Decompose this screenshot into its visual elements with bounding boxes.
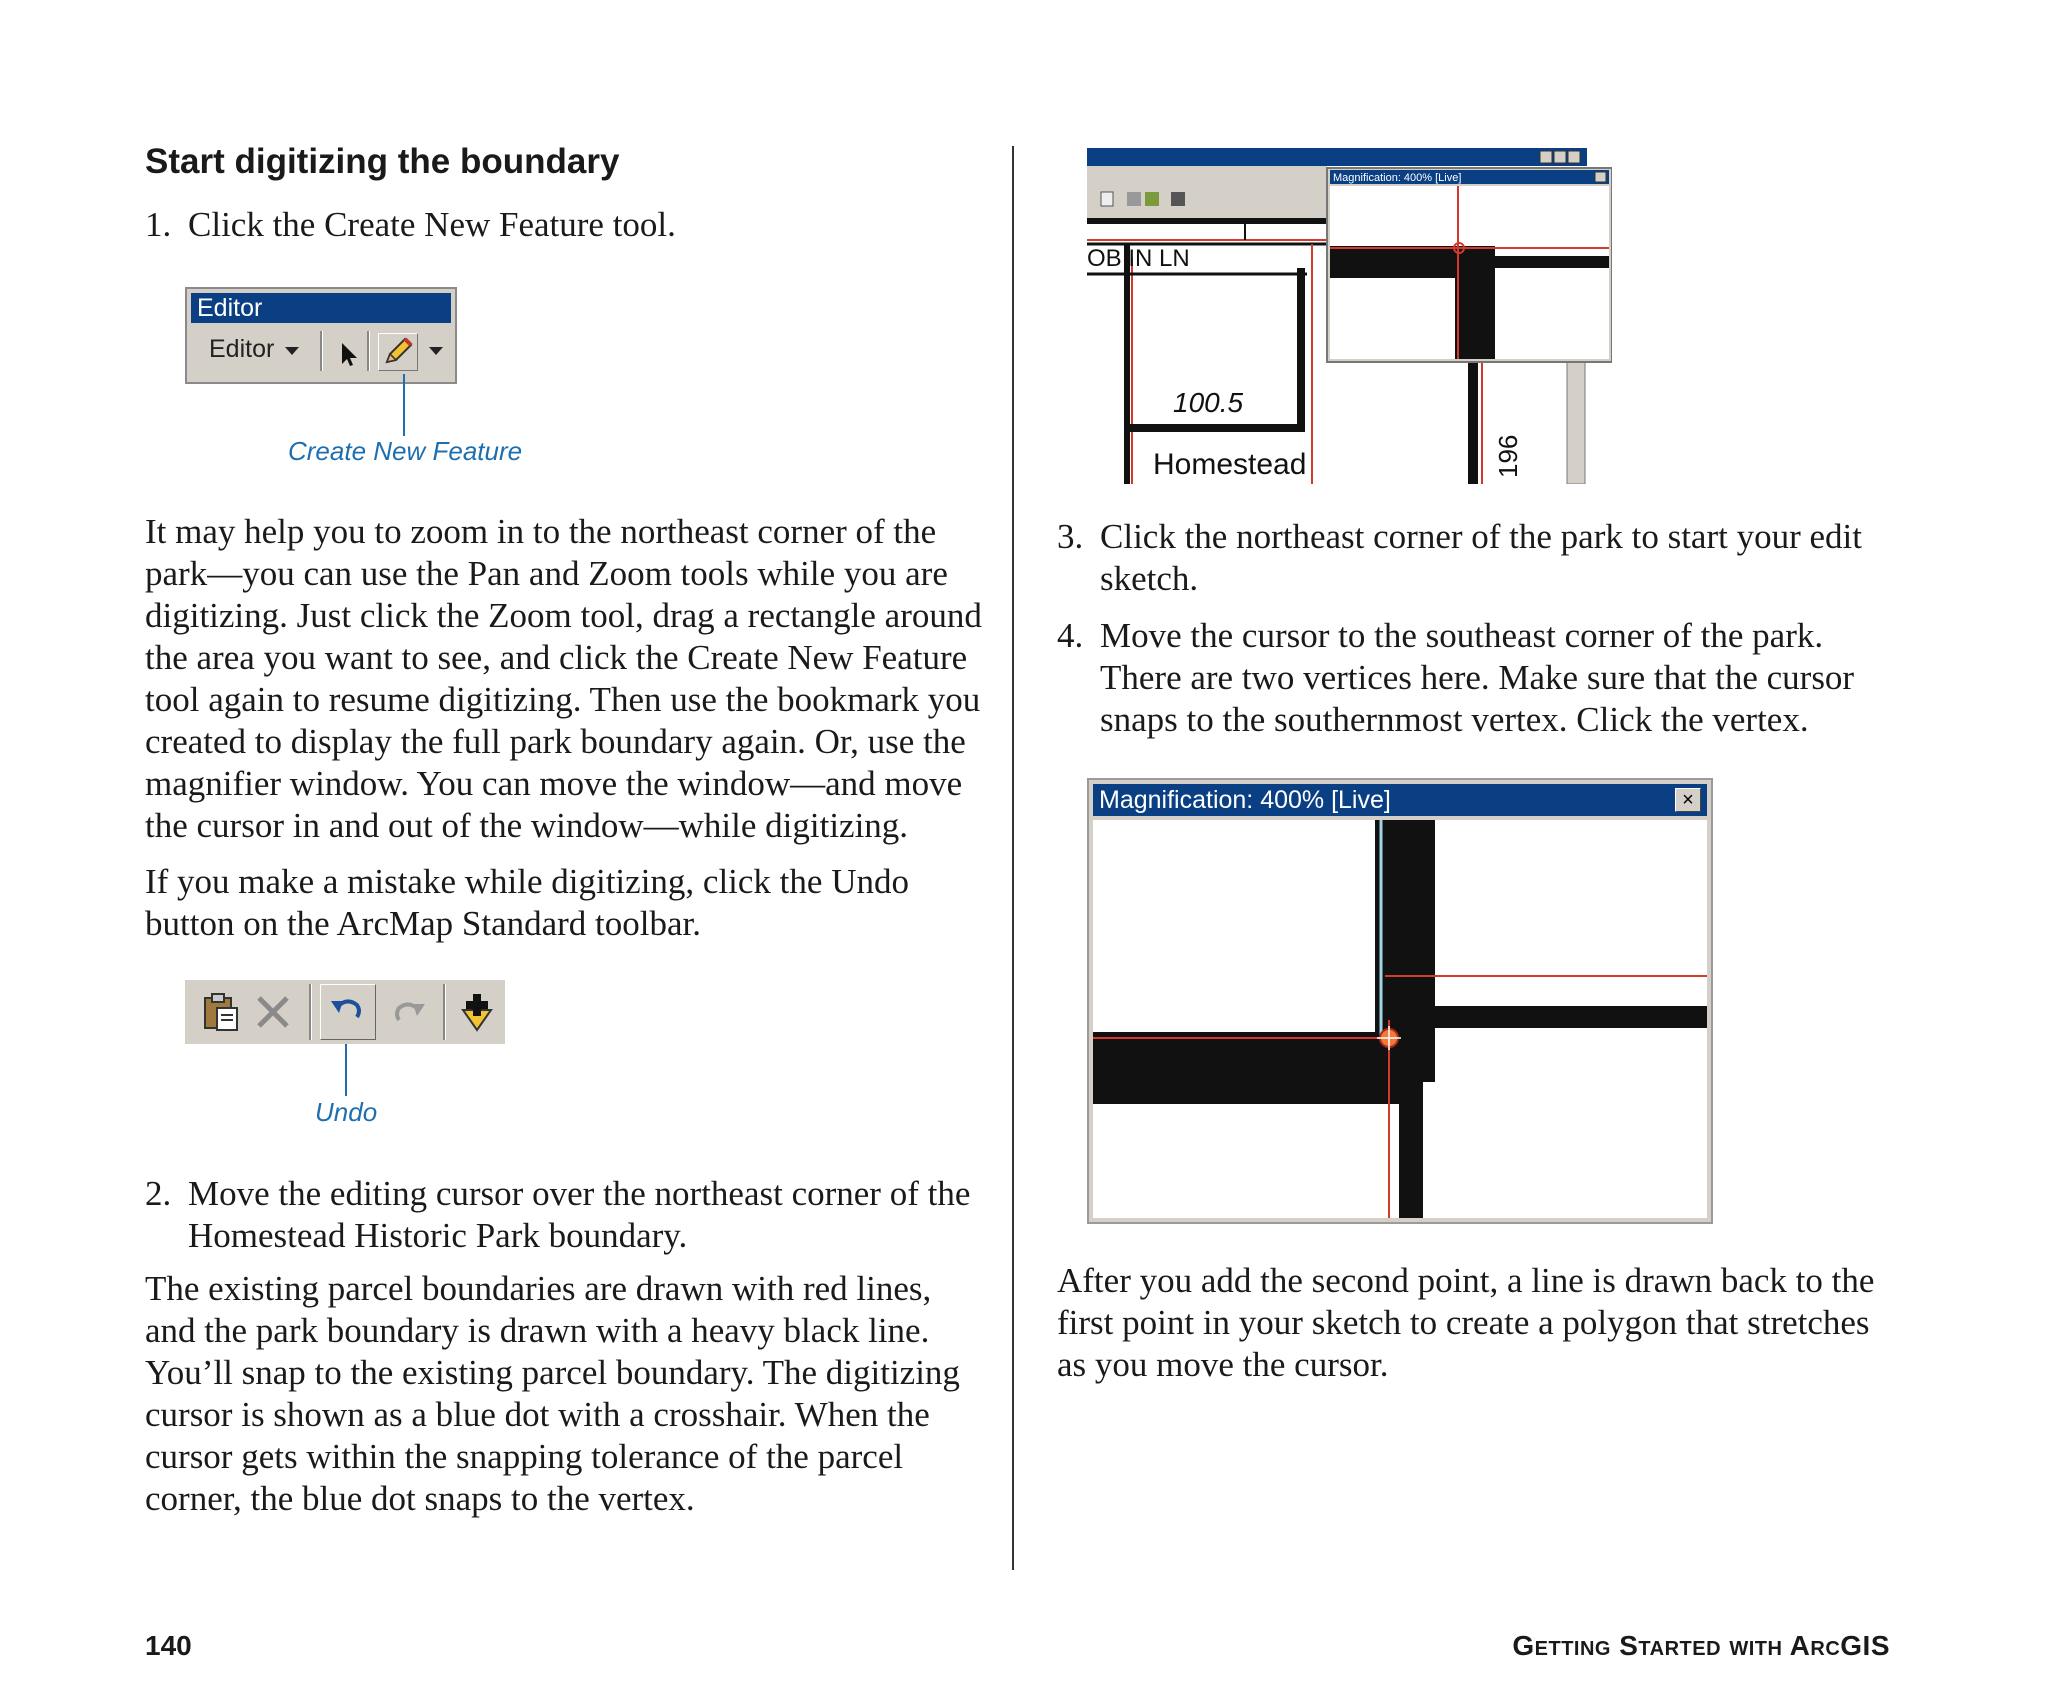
text-line: Move the editing cursor over the northeast corner of the: [188, 1174, 971, 1213]
text-line: tool again to resume digitizing. Then use the bookmark you: [145, 680, 981, 719]
step-text: [188, 1173, 970, 1257]
column-divider: [1012, 146, 1014, 1570]
step-2: [145, 1173, 1005, 1257]
text-line: Homestead Historic Park boundary.: [188, 1216, 688, 1255]
step-text: Click the Create New Feature tool.: [188, 205, 676, 244]
map-view: [1087, 148, 1612, 484]
magnifier-view: [1093, 820, 1707, 1218]
section-heading: Start digitizing the boundary: [145, 142, 620, 181]
step-number: 4.: [1057, 616, 1084, 655]
chevron-down-icon[interactable]: [429, 347, 443, 355]
step-number: 1.: [145, 205, 172, 244]
create-new-feature-callout: Create New Feature: [288, 436, 523, 466]
text-line: cursor is shown as a blue dot with a crosshair. When the: [145, 1395, 930, 1434]
zoom-paragraph: [145, 511, 1005, 847]
undo-button[interactable]: [320, 984, 376, 1040]
running-footer-title: Getting Started with ArcGIS: [1512, 1630, 1890, 1661]
add-data-icon[interactable]: [453, 988, 501, 1036]
text-line: park—you can use the Pan and Zoom tools while you are: [145, 554, 948, 593]
step-number: 2.: [145, 1174, 172, 1213]
standard-toolbar: [185, 980, 505, 1044]
text-line: and the park boundary is drawn with a heavy black line.: [145, 1311, 930, 1350]
step-text: [1100, 615, 1854, 741]
text-line: magnifier window. You can move the window—and move: [145, 764, 963, 803]
elevation-label: 100.5: [1173, 387, 1244, 418]
after-paragraph: [1057, 1260, 2007, 1386]
small-magnifier-title: Magnification: 400% [Live]: [1333, 172, 1462, 184]
text-line: sketch.: [1100, 559, 1199, 598]
undo-paragraph: [145, 861, 1005, 945]
text-line: as you move the cursor.: [1057, 1345, 1389, 1384]
text-line: There are two vertices here. Make sure that the cursor: [1100, 658, 1855, 697]
text-line: cursor gets within the snapping tolerance of the parcel: [145, 1437, 904, 1476]
edit-tool-arrow-icon[interactable]: [339, 341, 359, 367]
text-line: corner, the blue dot snaps to the vertex.: [145, 1479, 695, 1518]
text-line: The existing parcel boundaries are drawn with red lines,: [145, 1269, 932, 1308]
undo-icon: [321, 985, 375, 1039]
text-line: the cursor in and out of the window—while digitizing.: [145, 806, 909, 845]
undo-callout: Undo: [315, 1097, 378, 1127]
text-line: snaps to the southernmost vertex. Click the vertex.: [1100, 700, 1809, 739]
magnifier-title: Magnification: 400% [Live]: [1093, 784, 1707, 816]
page-number: 140: [145, 1630, 192, 1661]
toolbar-separator: [367, 331, 370, 371]
callout-leader: [345, 1044, 347, 1096]
callout-leader: [403, 374, 405, 436]
create-new-feature-button[interactable]: [378, 333, 418, 371]
text-line: button on the ArcMap Standard toolbar.: [145, 904, 702, 943]
text-line: You’ll snap to the existing parcel boundary. The digitizing: [145, 1353, 960, 1392]
chevron-down-icon[interactable]: [285, 347, 299, 355]
close-icon[interactable]: ×: [1675, 788, 1701, 812]
magnifier-window[interactable]: [1087, 778, 1713, 1224]
step-3: [1057, 516, 2007, 600]
text-line: digitizing. Just click the Zoom tool, drag a rectangle around: [145, 596, 982, 635]
road-label: OB IN LN: [1087, 245, 1190, 272]
text-line: Click the northeast corner of the park to start your edit: [1100, 517, 1862, 556]
text-line: first point in your sketch to create a polygon that stretches: [1057, 1303, 1870, 1342]
magnified-map: [1093, 820, 1707, 1218]
step-4: [1057, 615, 2007, 741]
place-label: Homestead: [1153, 448, 1307, 481]
delete-icon[interactable]: [249, 988, 297, 1036]
step-number: 3.: [1057, 517, 1084, 556]
map-screenshot: [1087, 148, 1612, 484]
toolbar-separator: [443, 984, 446, 1040]
parcels-paragraph: [145, 1268, 1005, 1520]
text-line: After you add the second point, a line is drawn back to the: [1057, 1261, 1875, 1300]
toolbar-separator: [309, 984, 312, 1040]
paste-icon[interactable]: [197, 988, 245, 1036]
text-line: If you make a mistake while digitizing, click the Undo: [145, 862, 909, 901]
text-line: created to display the full park boundary again. Or, use the: [145, 722, 966, 761]
toolbar-title: Editor: [191, 293, 451, 323]
text-line: the area you want to see, and click the Create New Feature: [145, 638, 968, 677]
parcel-number-label: 196: [1493, 434, 1523, 478]
text-line: Move the cursor to the southeast corner of the park.: [1100, 616, 1824, 655]
toolbar-separator: [320, 331, 323, 371]
redo-icon[interactable]: [385, 988, 433, 1036]
text-line: It may help you to zoom in to the northeast corner of the: [145, 512, 937, 551]
editor-toolbar: [185, 287, 457, 384]
editor-menu[interactable]: Editor: [209, 335, 275, 363]
step-text: [1100, 516, 1862, 600]
pencil-icon: [379, 334, 417, 370]
